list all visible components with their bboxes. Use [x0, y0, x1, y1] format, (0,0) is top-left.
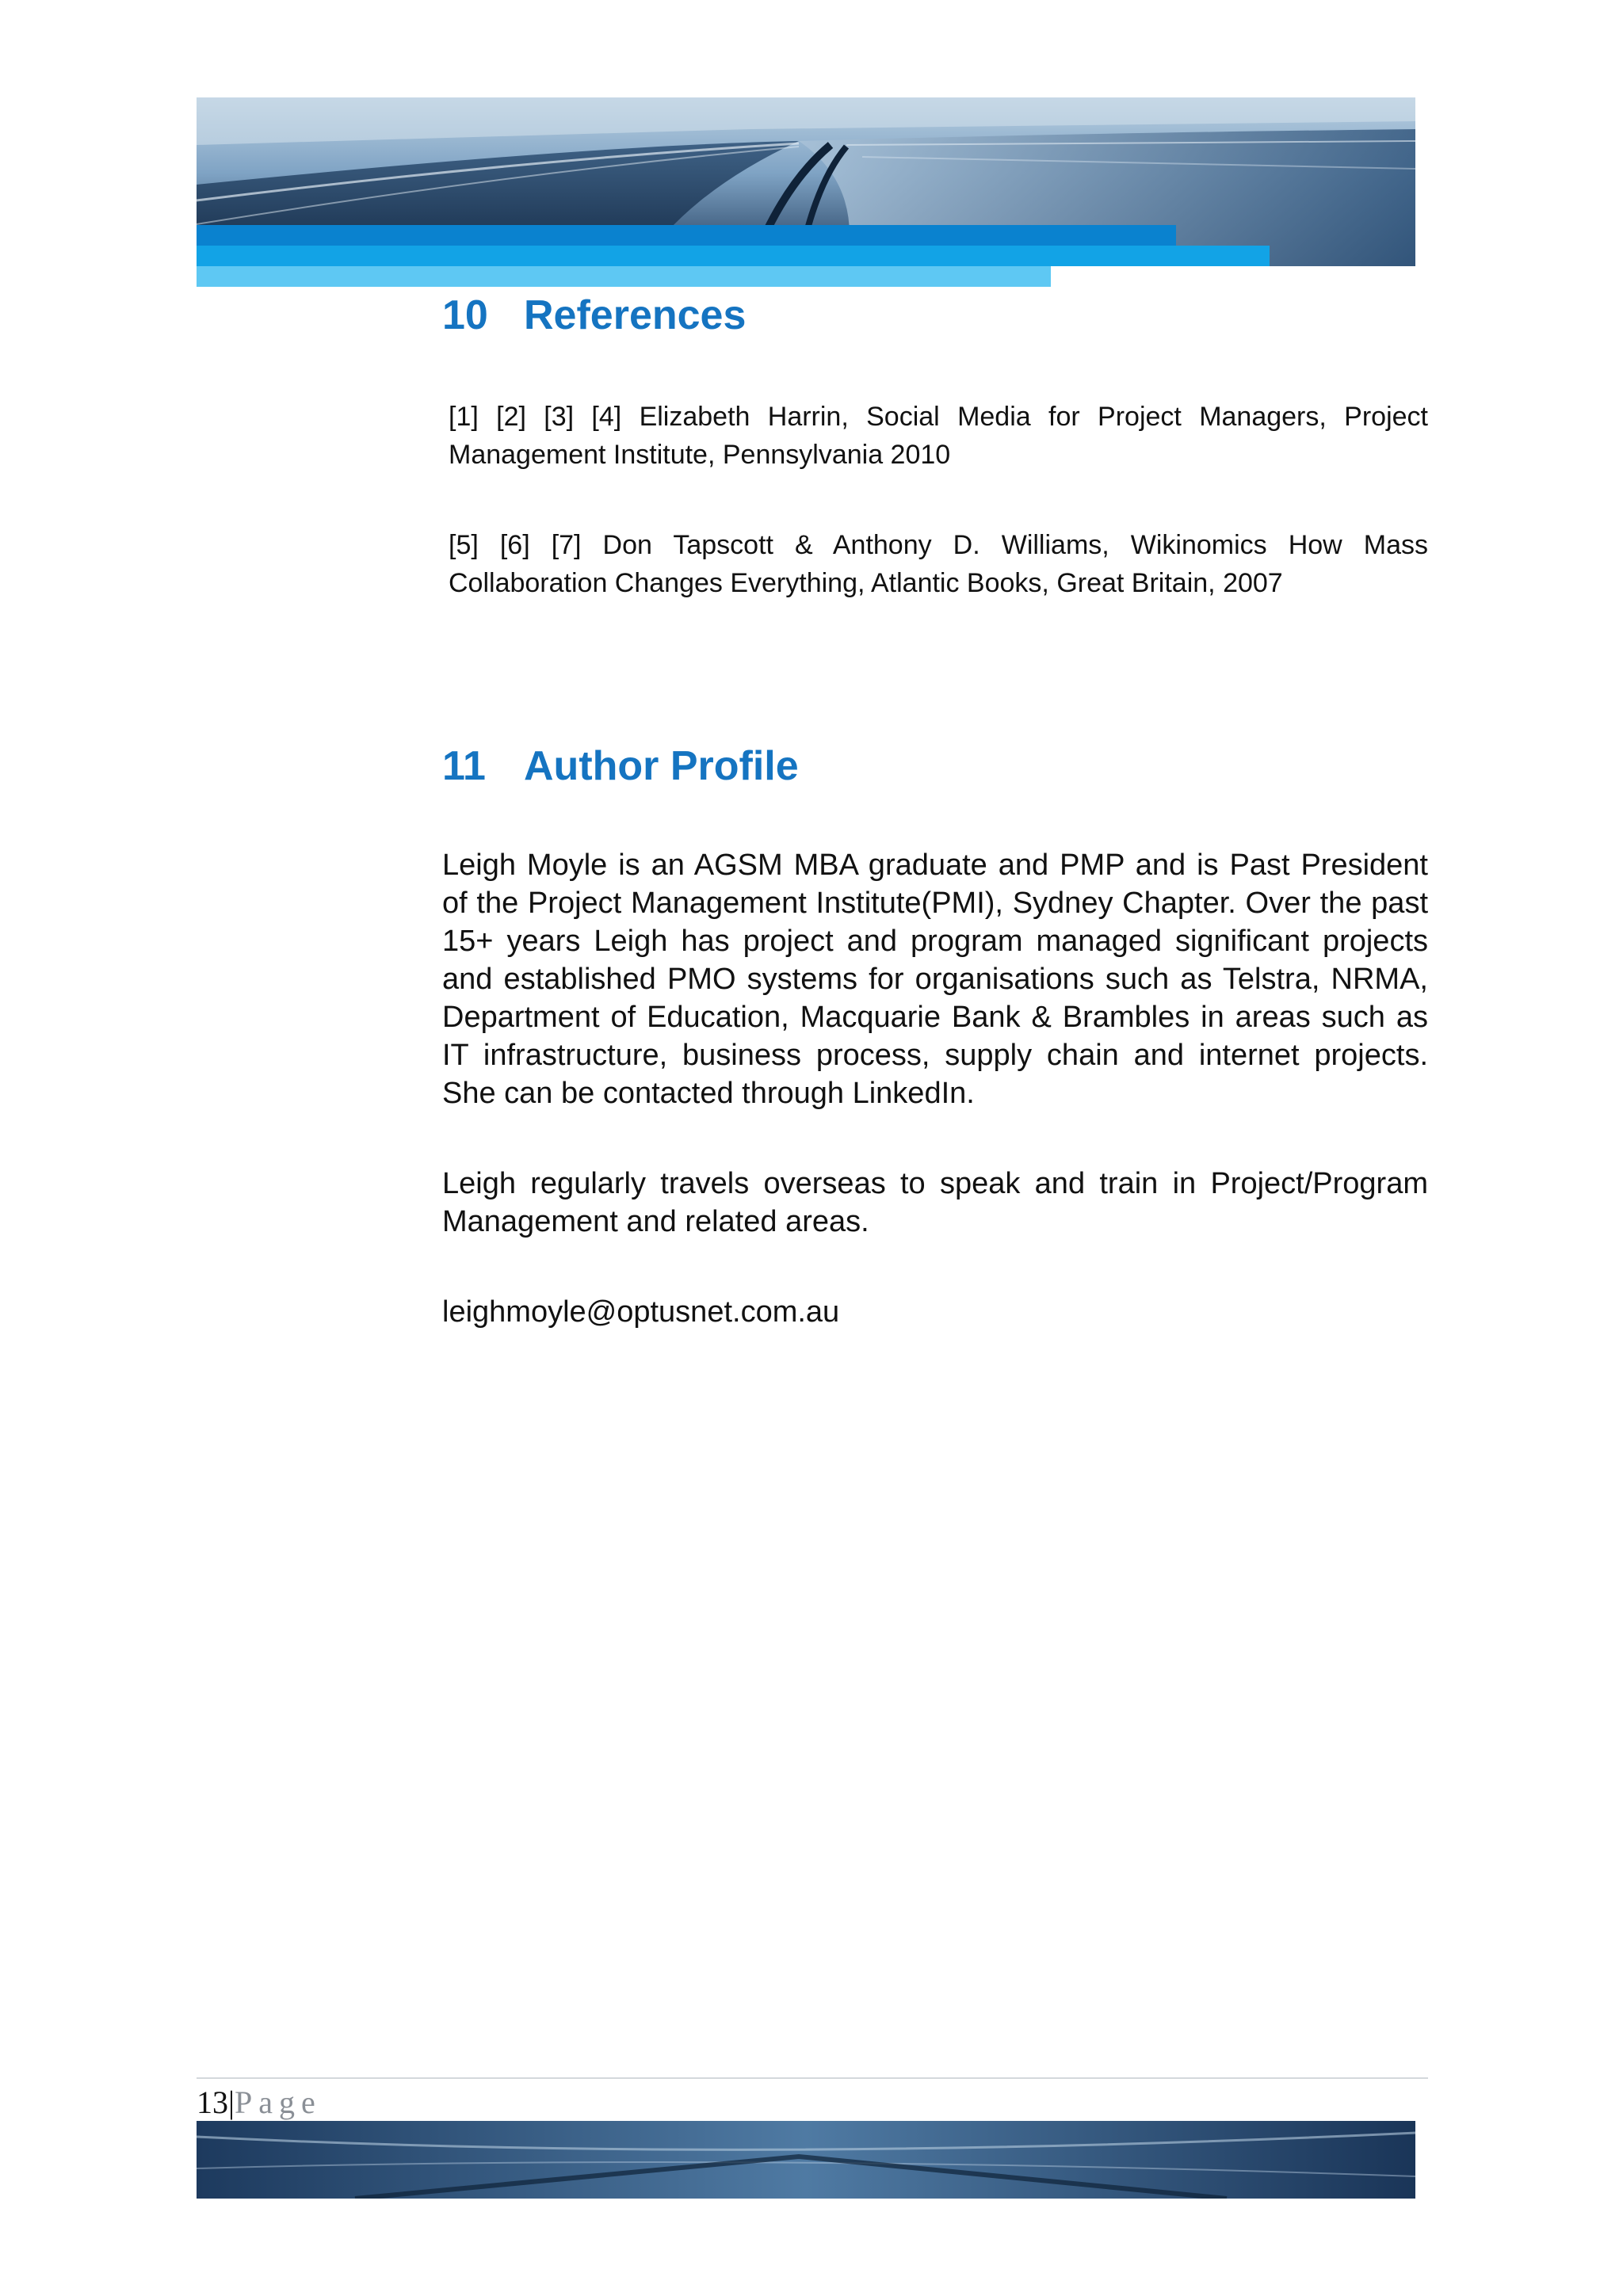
footer-banner-image — [197, 2121, 1415, 2199]
author-profile-heading-title: Author Profile — [524, 743, 799, 789]
page-number: 13 — [197, 2084, 228, 2120]
header-stripe-light — [197, 266, 1051, 287]
reference-item: [5] [6] [7] Don Tapscott & Anthony D. Williams, Wikinomics How Mass Collaboration Changes Everything, Atlantic Books, Great Britain, 2007 — [449, 530, 1428, 598]
header-stripe-dark — [197, 225, 1176, 246]
references-heading — [442, 292, 746, 339]
author-profile-heading-number: 11 — [442, 743, 486, 789]
author-email: leighmoyle@optusnet.com.au — [442, 1295, 840, 1329]
references-heading-title: References — [524, 292, 747, 338]
tunnel-footer-photo — [197, 2121, 1415, 2199]
page-separator: | — [228, 2084, 235, 2120]
header-stripe-mid — [197, 246, 1270, 266]
author-travel-paragraph: Leigh regularly travels overseas to speak and train in Project/Program Management and related areas. — [442, 1167, 1428, 1238]
reference-item: [1] [2] [3] [4] Elizabeth Harrin, Social Media for Project Managers, Project Management Institute, Pennsylvania 2010 — [449, 402, 1428, 470]
references-heading-number: 10 — [442, 292, 488, 338]
footer-page-label — [197, 2084, 322, 2122]
author-bio-paragraph: Leigh Moyle is an AGSM MBA graduate and PMP and is Past President of the Project Management Institute(PMI), Sydney Chapter. Over the past 15+ years Leigh has project and program managed significant projects and established PMO systems for organisations such as Telstra, NRMA, Department of Education, Macquarie Bank & Brambles in areas such as IT infrastructure, business process, supply chain and internet projects. She can be contacted through LinkedIn. — [442, 849, 1428, 1110]
footer-divider — [197, 2077, 1428, 2079]
author-profile-heading — [442, 742, 799, 790]
page-word: Page — [235, 2084, 322, 2120]
